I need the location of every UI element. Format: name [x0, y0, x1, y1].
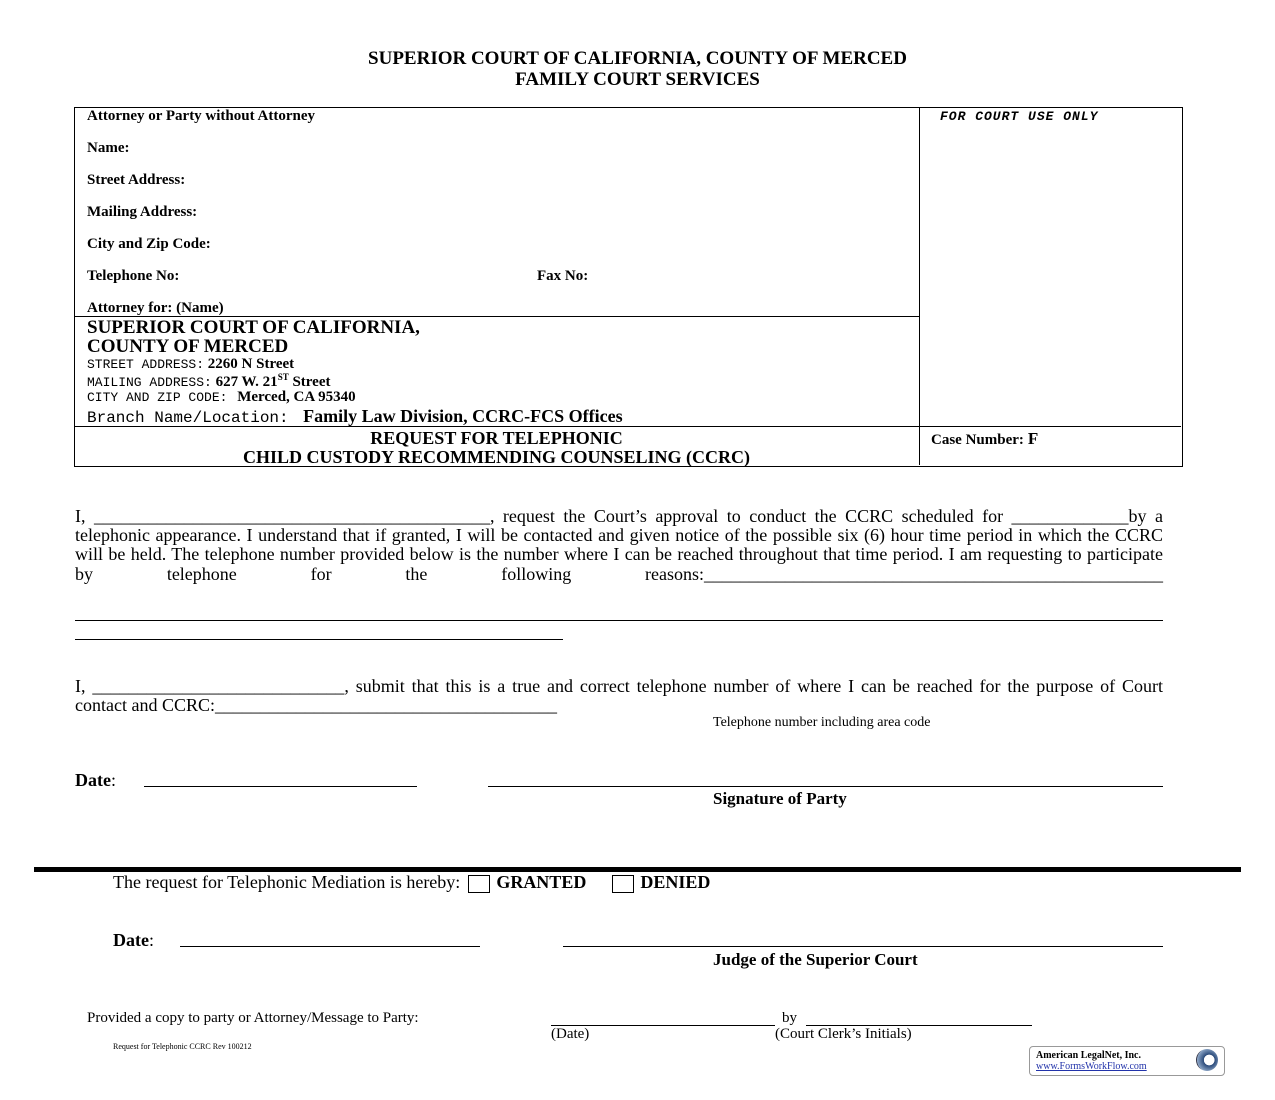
denied-checkbox[interactable] [612, 875, 634, 893]
signature-line[interactable] [488, 770, 1163, 787]
judge-label: Judge of the Superior Court [713, 950, 918, 969]
copy-text: Provided a copy to party or Attorney/Message to Party: [87, 1010, 419, 1026]
judge-date-line[interactable] [180, 930, 480, 947]
branch-label: Branch Name/Location: [87, 409, 289, 427]
street-field[interactable]: Street Address: [87, 172, 186, 188]
globe-icon [1196, 1049, 1218, 1071]
date-line[interactable] [144, 770, 417, 787]
court-subheader: FAMILY COURT SERVICES [515, 69, 760, 90]
clerk-initials-line[interactable] [806, 1010, 1032, 1026]
branch-value: Family Law Division, CCRC-FCS Offices [303, 406, 623, 426]
mailing-label: MAILING ADDRESS: [87, 375, 212, 390]
mailing-field[interactable]: Mailing Address: [87, 204, 198, 220]
logo-company: American LegalNet, Inc. [1036, 1050, 1141, 1061]
city-label: CITY AND ZIP CODE: [87, 390, 228, 405]
court-county: COUNTY OF MERCED [87, 336, 289, 357]
court-name: SUPERIOR COURT OF CALIFORNIA, [87, 317, 420, 338]
city-zip-field[interactable]: City and Zip Code: [87, 236, 211, 252]
street-label: STREET ADDRESS: [87, 357, 205, 372]
phone-paragraph: I, ____________________________, submit that this is a true and correct telephone number of where I can be reached for the purpose of Court contact and CCRC:______________________________________ [75, 676, 1163, 716]
attorney-title: Attorney or Party without Attorney [87, 108, 316, 124]
date-caption: (Date) [551, 1026, 590, 1042]
logo-url[interactable]: www.FormsWorkFlow.com [1036, 1061, 1147, 1072]
mailing-sup: ST [277, 372, 289, 382]
mailing-suffix: Street [288, 374, 331, 390]
mailing-value: 627 W. 21 [215, 374, 278, 390]
street-value: 2260 N Street [207, 356, 295, 372]
case-number-value[interactable]: F [1027, 429, 1039, 448]
telephone-field[interactable]: Telephone No: [87, 268, 180, 284]
name-field[interactable]: Name: [87, 140, 130, 156]
granted-checkbox[interactable] [468, 875, 490, 893]
court-use-label: FOR COURT USE ONLY [940, 109, 1099, 124]
reason-line[interactable] [75, 622, 563, 640]
court-header: SUPERIOR COURT OF CALIFORNIA, COUNTY OF MERCED [368, 48, 907, 69]
judge-signature-line[interactable] [563, 930, 1163, 947]
form-title-2: CHILD CUSTODY RECOMMENDING COUNSELING (CCRC) [242, 447, 751, 467]
denied-label: DENIED [640, 872, 711, 892]
form-page: SUPERIOR COURT OF CALIFORNIA, COUNTY OF MERCED FAMILY COURT SERVICES Attorney or Party without Attorney Name: Street Address: Mailing Address: City and Zip Code: Telephone No: Fax No: Attorney for: (Name) FOR COURT USE ONLY SUPERIOR COURT OF CALIFORNIA, COUNTY OF MERCED STREET ADDRESS: 2260 N Street MAILING ADDRESS: 627 W. 21ST Street CITY AND ZIP CODE: Merced, CA 95340 Branch Name/Location: Family Law Division, CCRC-FCS Offices REQUEST FOR TELEPHONIC CHILD CUSTODY RECOMMENDING COUNSELING (CCRC) Case Number: F I, ____________________________________________, request the Court’s approval to conduct the CCRC scheduled for _____________by a telephonic appearance. I understand that if granted, I will be contacted and given notice of the possible six (6) hour time period in which the CCRC will be held. The telephone number provided below is the number where I can be reached throughout that time period. I am requesting to participate by telephone for the following reasons:___________________________________________________ I, ____________________________, submit that this is a true and correct telephone number of where I can be reached for the purpose of Court contact and CCRC:______________________________________ Telephone number including area code Date: Signature of Party The request for Telephonic Mediation is hereby: GRANTED DENIED Date: Judge of the Superior Court Provided a copy to party or Attorney/Message to Party: by (Date) (Court Clerk’s Initials) Request for Telephonic CCRC Rev 100212 American LegalNet, Inc. www.FormsWorkFlow.com [0, 0, 1275, 1100]
judge-date-label: Date [113, 930, 149, 950]
attorney-for-field[interactable]: Attorney for: (Name) [87, 300, 224, 316]
legalnet-logo [1029, 1046, 1225, 1076]
city-value: Merced, CA 95340 [237, 389, 356, 405]
fax-field[interactable]: Fax No: [537, 268, 589, 284]
form-title-1: REQUEST FOR TELEPHONIC [370, 428, 623, 448]
clerk-caption: (Court Clerk’s Initials) [775, 1026, 912, 1042]
phone-caption: Telephone number including area code [713, 715, 931, 730]
form-revision: Request for Telephonic CCRC Rev 100212 [113, 1042, 252, 1051]
reason-line[interactable] [75, 603, 1163, 621]
request-paragraph: I, ____________________________________________, request the Court’s approval to conduct the CCRC scheduled for _____________by a telephonic appearance. I understand that if granted, I will be contacted and given notice of the possible six (6) hour time period in which the CCRC will be held. The telephone number provided below is the number where I can be reached throughout that time period. I am requesting to participate by telephone for the following reasons:___________________________________________________ [75, 506, 1163, 584]
signature-label: Signature of Party [713, 789, 847, 808]
case-number-label: Case Number: [931, 432, 1024, 448]
copy-date-line[interactable] [551, 1010, 775, 1026]
copy-by: by [782, 1010, 797, 1026]
ruling-text: The request for Telephonic Mediation is hereby: [113, 872, 461, 892]
date-label: Date [75, 770, 111, 790]
divider [919, 107, 920, 465]
granted-label: GRANTED [496, 872, 587, 892]
